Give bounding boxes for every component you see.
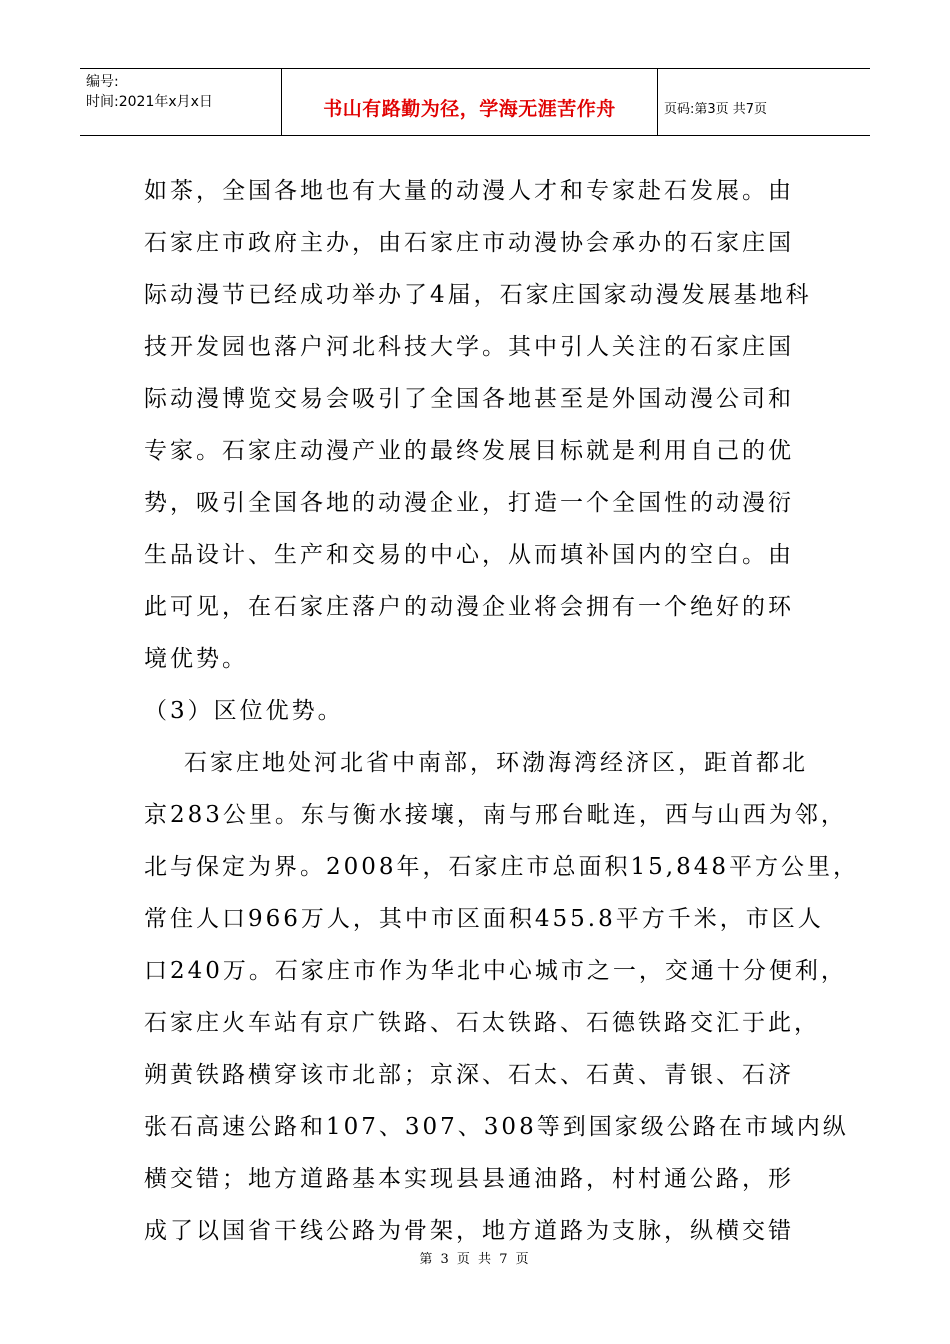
header-page-cell <box>658 69 870 135</box>
paragraph-1 <box>144 165 812 685</box>
text-line: 北与保定为界。2008年，石家庄市总面积15,848平方公里， <box>144 854 860 880</box>
text-line: 石家庄地处河北省中南部，环渤海湾经济区，距首都北 <box>184 750 808 776</box>
text-line: 势，吸引全国各地的动漫企业，打造一个全国性的动漫衍 <box>144 490 794 516</box>
text-line: 此可见，在石家庄落户的动漫企业将会拥有一个绝好的环 <box>144 594 794 620</box>
text-line: 际动漫节已经成功举办了4届，石家庄国家动漫发展基地科 <box>144 282 812 308</box>
header-meta <box>80 69 282 135</box>
text-line: 石家庄市政府主办，由石家庄市动漫协会承办的石家庄国 <box>144 230 794 256</box>
text-line: 如茶，全国各地也有大量的动漫人才和专家赴石发展。由 <box>144 178 794 204</box>
section-heading <box>144 685 812 737</box>
header-number-label: 编号: <box>86 74 119 90</box>
header-motto-cell <box>282 69 658 135</box>
document-header <box>80 68 870 136</box>
text-line: 京283公里。东与衡水接壤，南与邢台毗连，西与山西为邻， <box>144 802 847 828</box>
page-footer <box>0 1248 950 1267</box>
footer-page-label: 第 3 页 共 7 页 <box>419 1252 531 1267</box>
text-line: 口240万。石家庄市作为华北中心城市之一，交通十分便利， <box>144 958 847 984</box>
text-line: 际动漫博览交易会吸引了全国各地甚至是外国动漫公司和 <box>144 386 794 412</box>
section-heading-text: （3）区位优势。 <box>144 698 344 724</box>
document-body <box>144 165 860 1257</box>
paragraph-2 <box>144 737 860 1257</box>
text-line: 朔黄铁路横穿该市北部；京深、石太、石黄、青银、石济 <box>144 1062 794 1088</box>
text-line: 生品设计、生产和交易的中心，从而填补国内的空白。由 <box>144 542 794 568</box>
header-motto: 书山有路勤为径，学海无涯苦作舟 <box>323 97 616 120</box>
header-page-label: 页码:第3页 共7页 <box>664 101 768 117</box>
text-line: 横交错；地方道路基本实现县县通油路，村村通公路，形 <box>144 1166 794 1192</box>
header-time-label: 时间:2021年x月x日 <box>86 94 213 110</box>
text-line: 常住人口966万人，其中市区面积455.8平方千米，市区人 <box>144 906 824 932</box>
text-line: 石家庄火车站有京广铁路、石太铁路、石德铁路交汇于此， <box>144 1010 820 1036</box>
text-line: 境优势。 <box>144 646 248 672</box>
text-line: 专家。石家庄动漫产业的最终发展目标就是利用自己的优 <box>144 438 794 464</box>
text-line: 成了以国省干线公路为骨架，地方道路为支脉，纵横交错 <box>144 1218 794 1244</box>
text-line: 技开发园也落户河北科技大学。其中引人关注的石家庄国 <box>144 334 794 360</box>
text-line: 张石高速公路和107、307、308等到国家级公路在市域内纵 <box>144 1114 849 1140</box>
